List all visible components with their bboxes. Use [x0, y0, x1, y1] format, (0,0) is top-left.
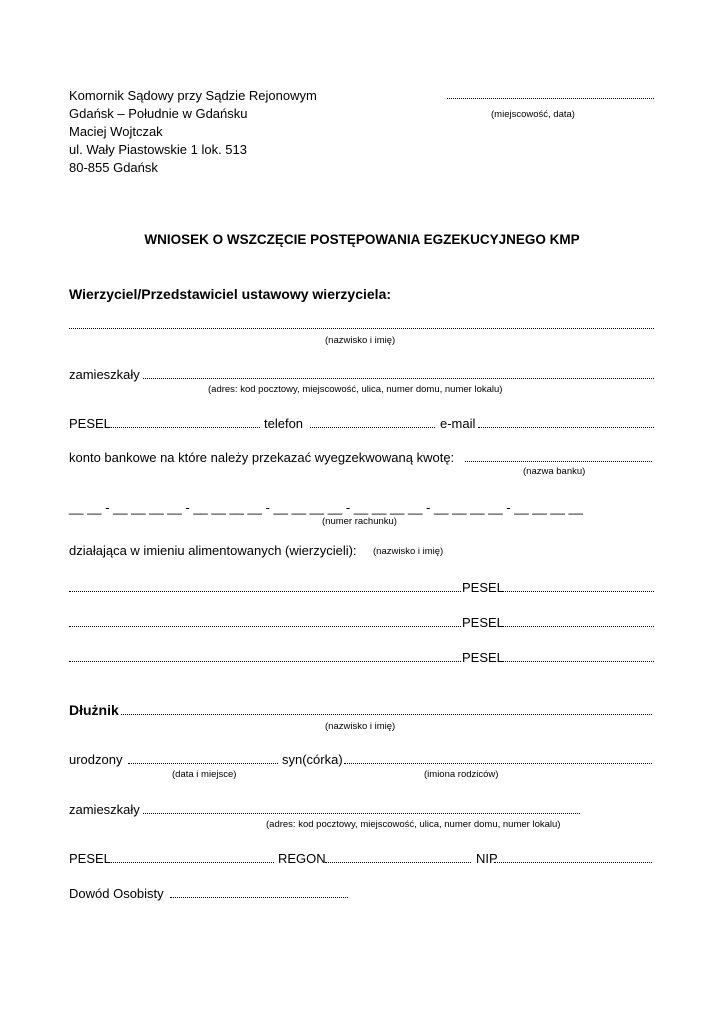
- debtor-pesel-field[interactable]: [106, 862, 274, 863]
- debtor-born-field[interactable]: [128, 763, 278, 764]
- debtor-parents-caption: (imiona rodziców): [424, 769, 499, 780]
- creditor-bank-caption: (nazwa banku): [523, 466, 586, 477]
- beneficiary-2-pesel-field[interactable]: [503, 626, 654, 627]
- creditor-bank-label: konto bankowe na które należy przekazać wyegzekwowaną kwotę:: [69, 450, 455, 465]
- debtor-pesel-label: PESEL: [69, 851, 111, 866]
- account-number-caption: (numer rachunku): [322, 516, 397, 527]
- debtor-address-caption: (adres: kod pocztowy, miejscowość, ulica, numer domu, numer lokalu): [266, 819, 561, 830]
- beneficiary-3-pesel-label: PESEL: [462, 650, 504, 665]
- place-date-field[interactable]: [447, 98, 654, 99]
- creditor-name-caption: (nazwisko i imię): [325, 335, 396, 346]
- debtor-heading: Dłużnik: [69, 702, 119, 718]
- acting-caption: (nazwisko i imię): [373, 546, 444, 557]
- debtor-id-label: Dowód Osobisty: [69, 886, 164, 901]
- creditor-address-field[interactable]: [143, 378, 654, 379]
- sender-line-5: 80-855 Gdańsk: [69, 160, 158, 175]
- beneficiary-1-name-field[interactable]: [69, 591, 461, 592]
- document-title: WNIOSEK O WSZCZĘCIE POSTĘPOWANIA EGZEKUCYJNEGO KMP: [144, 232, 580, 247]
- place-date-caption: (miejscowość, data): [491, 109, 575, 120]
- creditor-pesel-field[interactable]: [109, 427, 260, 428]
- creditor-email-label: e-mail: [440, 416, 476, 431]
- debtor-parents-field[interactable]: [344, 763, 652, 764]
- debtor-regon-field[interactable]: [325, 862, 471, 863]
- debtor-born-caption: (data i miejsce): [172, 769, 237, 780]
- debtor-child-label: syn(córka): [282, 752, 343, 767]
- debtor-address-field[interactable]: [143, 813, 580, 814]
- creditor-heading: Wierzyciel/Przedstawiciel ustawowy wierzyciela:: [69, 286, 392, 302]
- account-number-field[interactable]: __ __ - __ __ __ __ - __ __ __ __ - __ __ __ __ - __ __ __ __ - __ __ __ __ - __ __ __ __: [69, 500, 583, 515]
- creditor-email-field[interactable]: [478, 427, 654, 428]
- beneficiary-2-pesel-label: PESEL: [462, 615, 504, 630]
- sender-line-4: ul. Wały Piastowskie 1 lok. 513: [69, 142, 247, 157]
- creditor-pesel-label: PESEL: [69, 416, 111, 431]
- sender-line-3: Maciej Wojtczak: [69, 124, 163, 139]
- beneficiary-2-name-field[interactable]: [69, 626, 461, 627]
- beneficiary-1-pesel-label: PESEL: [462, 580, 504, 595]
- debtor-regon-label: REGON: [278, 851, 326, 866]
- debtor-nip-label: NIP: [476, 851, 498, 866]
- beneficiary-3-pesel-field[interactable]: [503, 661, 654, 662]
- acting-label: działająca w imieniu alimentowanych (wierzycieli):: [69, 543, 357, 558]
- creditor-address-caption: (adres: kod pocztowy, miejscowość, ulica, numer domu, numer lokalu): [208, 384, 503, 395]
- creditor-bank-field[interactable]: [465, 461, 652, 462]
- creditor-phone-field[interactable]: [310, 427, 435, 428]
- sender-line-1: Komornik Sądowy przy Sądzie Rejonowym: [69, 88, 317, 103]
- beneficiary-3-name-field[interactable]: [69, 661, 461, 662]
- creditor-address-label: zamieszkały: [69, 367, 140, 382]
- debtor-born-label: urodzony: [69, 752, 123, 767]
- debtor-address-label: zamieszkały: [69, 802, 140, 817]
- debtor-name-field[interactable]: [121, 714, 652, 715]
- sender-line-2: Gdańsk – Południe w Gdańsku: [69, 106, 248, 121]
- debtor-name-caption: (nazwisko i imię): [325, 721, 396, 732]
- beneficiary-1-pesel-field[interactable]: [503, 591, 654, 592]
- debtor-id-field[interactable]: [170, 897, 348, 898]
- creditor-phone-label: telefon: [264, 416, 304, 431]
- creditor-name-field[interactable]: [69, 328, 654, 329]
- debtor-nip-field[interactable]: [494, 862, 652, 863]
